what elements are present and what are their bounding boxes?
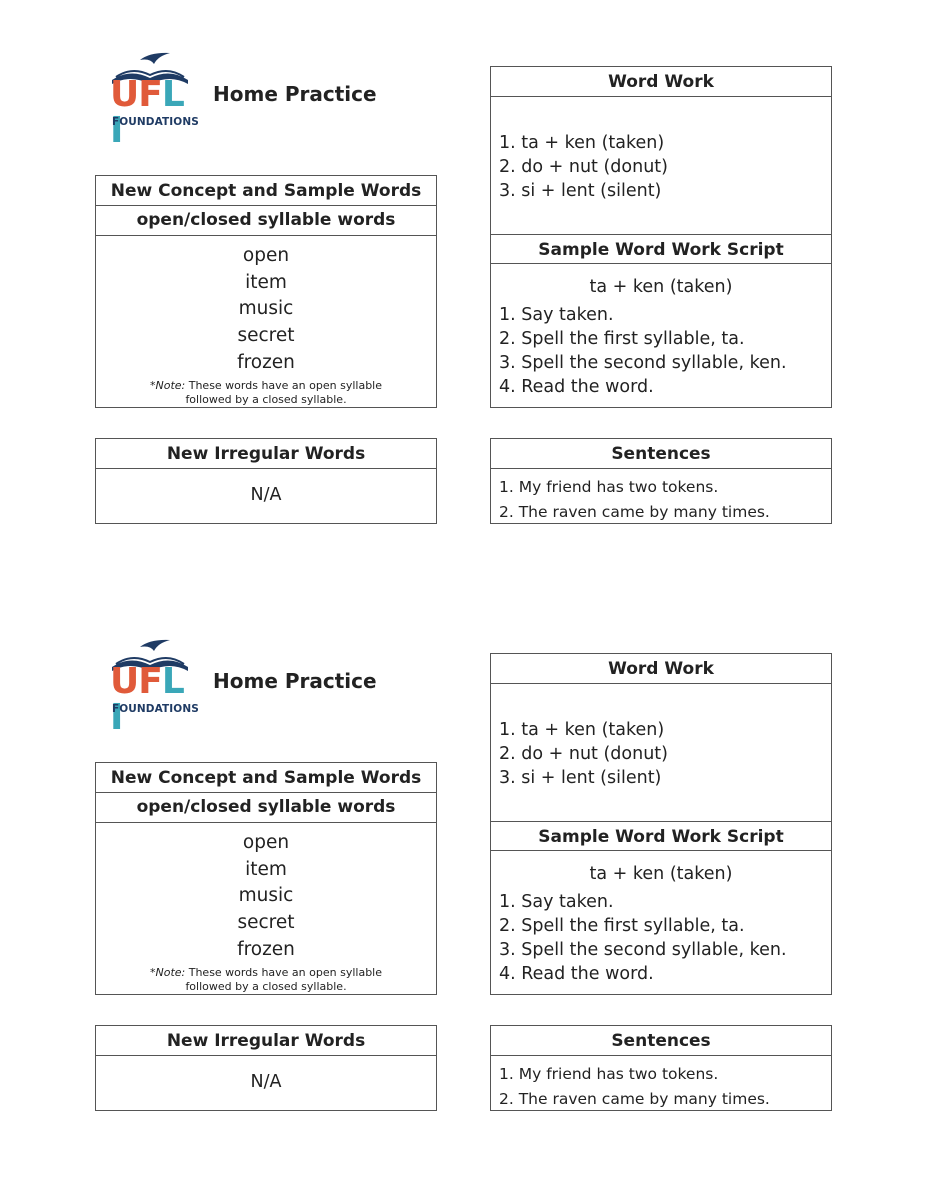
page-title: Home Practice <box>213 82 377 106</box>
sample-word: item <box>245 858 287 880</box>
concept-box <box>95 175 437 408</box>
script-step: 4. Read the word. <box>499 964 654 984</box>
sample-word: frozen <box>237 938 295 960</box>
script-steps <box>499 303 787 399</box>
sample-word: item <box>245 271 287 293</box>
word-work-box <box>490 653 832 995</box>
word-work-item: 1. ta + ken (taken) <box>499 133 665 153</box>
sample-word: open <box>242 245 290 266</box>
word-work-item: 3. si + lent (silent) <box>499 181 662 201</box>
logo-letter: F <box>138 74 162 115</box>
note-text: These words have an open syllable <box>185 378 382 392</box>
concept-note <box>96 379 436 407</box>
script-step: 3. Spell the second syllable, ken. <box>499 353 787 373</box>
ufli-logo <box>110 637 199 738</box>
word-work-box <box>490 66 832 408</box>
script-step: 1. Say taken. <box>499 892 614 912</box>
script-example: ta + ken (taken) <box>589 864 733 884</box>
practice-card-bottom <box>0 587 927 1187</box>
sample-word: music <box>238 298 294 320</box>
word-work-item: 1. ta + ken (taken) <box>499 720 665 740</box>
script-step: 3. Spell the second syllable, ken. <box>499 940 787 960</box>
irregular-words-value: N/A <box>250 1072 282 1092</box>
logo-wordmark <box>110 661 190 738</box>
sentences-box <box>490 1025 832 1111</box>
sample-word: secret <box>237 912 295 934</box>
sample-word: open <box>242 832 290 853</box>
ufli-logo <box>110 50 199 151</box>
logo-letter: U <box>110 661 139 702</box>
logo-letter: I <box>110 697 123 738</box>
script-step: 1. Say taken. <box>499 305 614 325</box>
sentence-item: 2. The raven came by many times. <box>499 1090 770 1108</box>
concept-subheading: open/closed syllable words <box>96 206 436 236</box>
logo-letter: L <box>161 74 184 115</box>
sentences-box <box>490 438 832 524</box>
script-steps <box>499 890 787 986</box>
script-heading: Sample Word Work Script <box>491 821 831 851</box>
concept-heading: New Concept and Sample Words <box>96 176 436 206</box>
sample-word: secret <box>237 325 295 347</box>
concept-note <box>96 966 436 994</box>
word-work-item: 2. do + nut (donut) <box>499 157 668 177</box>
irregular-words-value: N/A <box>250 485 282 505</box>
irregular-words-box <box>95 438 437 524</box>
sentences-heading: Sentences <box>491 1026 831 1056</box>
irregular-words-box <box>95 1025 437 1111</box>
sample-word-list <box>96 830 436 964</box>
irregular-heading: New Irregular Words <box>96 439 436 469</box>
word-work-heading: Word Work <box>491 67 831 97</box>
note-label: Note: <box>155 965 186 979</box>
sample-word: music <box>238 885 294 907</box>
note-text: followed by a closed syllable. <box>185 392 347 406</box>
script-step: 2. Spell the first syllable, ta. <box>499 329 745 349</box>
note-prefix: * <box>149 378 156 392</box>
note-label: Note: <box>155 378 186 392</box>
sentences-heading: Sentences <box>491 439 831 469</box>
note-text: followed by a closed syllable. <box>185 979 347 993</box>
sample-word-list <box>96 243 436 377</box>
logo-letter: I <box>110 110 123 151</box>
sentences-list <box>499 1062 770 1112</box>
sample-word: frozen <box>237 351 295 373</box>
concept-heading: New Concept and Sample Words <box>96 763 436 793</box>
sentence-item: 1. My friend has two tokens. <box>499 1065 719 1083</box>
sentence-item: 1. My friend has two tokens. <box>499 478 719 496</box>
logo-letter: L <box>161 661 184 702</box>
note-text: These words have an open syllable <box>185 965 382 979</box>
logo-wordmark <box>110 74 190 151</box>
word-work-heading: Word Work <box>491 654 831 684</box>
word-work-list <box>499 131 668 203</box>
logo-subtitle: FOUNDATIONS <box>112 703 199 715</box>
logo-letter: F <box>138 661 162 702</box>
word-work-list <box>499 718 668 790</box>
sentences-list <box>499 475 770 525</box>
logo-letter: U <box>110 74 139 115</box>
concept-subheading: open/closed syllable words <box>96 793 436 823</box>
page-title: Home Practice <box>213 669 377 693</box>
script-example: ta + ken (taken) <box>589 277 733 297</box>
irregular-heading: New Irregular Words <box>96 1026 436 1056</box>
logo-subtitle: FOUNDATIONS <box>112 116 199 128</box>
script-step: 2. Spell the first syllable, ta. <box>499 916 745 936</box>
script-step: 4. Read the word. <box>499 377 654 397</box>
script-heading: Sample Word Work Script <box>491 234 831 264</box>
concept-box <box>95 762 437 995</box>
sentence-item: 2. The raven came by many times. <box>499 503 770 521</box>
word-work-item: 2. do + nut (donut) <box>499 744 668 764</box>
word-work-item: 3. si + lent (silent) <box>499 768 662 788</box>
note-prefix: * <box>149 965 156 979</box>
